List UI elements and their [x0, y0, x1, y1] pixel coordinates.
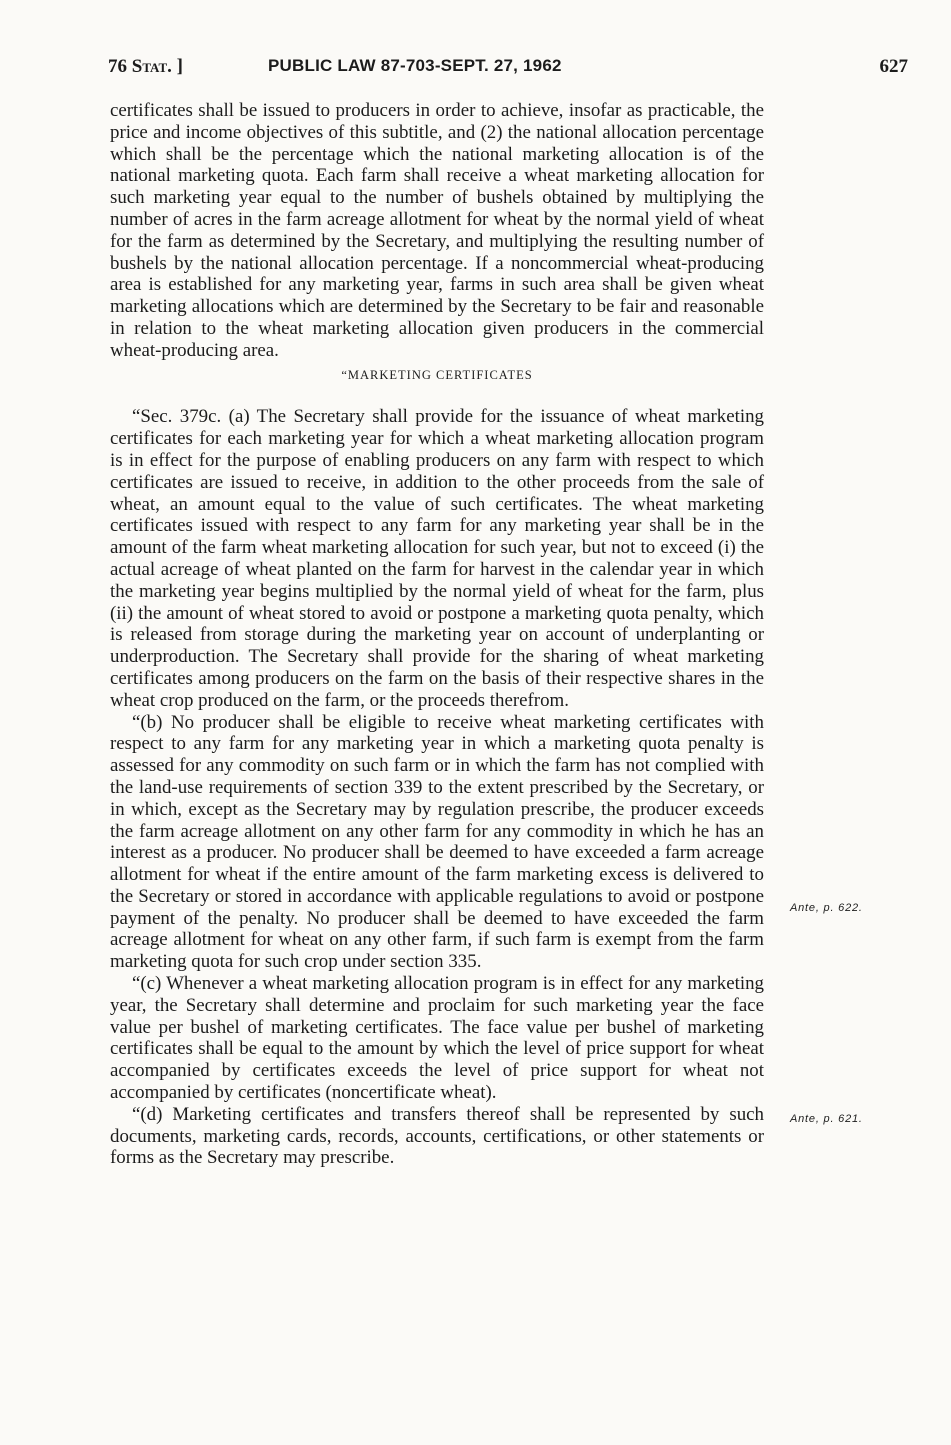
page-header	[108, 56, 908, 86]
margin-note-ante-621: Ante, p. 621.	[790, 1113, 863, 1125]
body-text	[110, 100, 764, 1169]
margin-note-ante-622: Ante, p. 622.	[790, 902, 863, 914]
section-379c-c: “(c) Whenever a wheat marketing allocation program is in effect for any marketing year, the Secretary shall determine and proclaim for such marketing year the face value per bushel of marketing certificates. The face value per bushel of marketing certificates shall be equal to the amount by which the level of price support for wheat accompanied by certificates exceeds the level of price support for wheat not accompanied by certificates (noncertificate wheat).	[110, 973, 764, 1104]
section-379c-a: “Sec. 379c. (a) The Secretary shall provide for the issuance of wheat marketing certificates for each marketing year for which a wheat marketing allocation program is in effect for the purpose of enabling producers on any farm with respect to which certificates are issued to receive, in addition to the other proceeds from the sale of wheat, an amount equal to the value of such certificates. The wheat marketing certificates issued with respect to any farm for any marketing year shall be in the amount of the farm wheat marketing allocation for such year, but not to exceed (i) the actual acreage of wheat planted on the farm for harvest in the calendar year in which the marketing year begins multiplied by the normal yield of wheat for the farm, plus (ii) the amount of wheat stored to avoid or postpone a marketing quota penalty, which is released from storage during the marketing year on account of underplanting or underproduction. The Secretary shall provide for the sharing of wheat marketing certificates among producers on the farm on the basis of their respective shares in the wheat crop produced on the farm, or the proceeds therefrom.	[110, 406, 764, 711]
section-379c-b: “(b) No producer shall be eligible to receive wheat marketing certificates with respect to any farm for any marketing year in which a marketing quota penalty is assessed for any commodity on such farm or in which the farm has not complied with the land-use requirements of section 339 to the extent prescribed by the Secretary, or in which, except as the Secretary may by regulation prescribe, the producer exceeds the farm acreage allotment on any other farm for any commodity in which he has an interest as a producer. No producer shall be deemed to have exceeded a farm acreage allotment for wheat if the entire amount of the farm marketing excess is delivered to the Secretary or stored in accordance with applicable regulations to avoid or postpone payment of the penalty. No producer shall be deemed to have exceeded the farm acreage allotment for wheat on any other farm, if such farm is exempt from the farm marketing quota for such crop under section 335.	[110, 711, 764, 973]
law-title: PUBLIC LAW 87-703-SEPT. 27, 1962	[268, 56, 562, 75]
paragraph-continuation: certificates shall be issued to producers in order to achieve, insofar as practicable, the price and income objectives of this subtitle, and (2) the national allocation percentage which shall be the percentage which the national marketing allocation is of the national marketing quota. Each farm shall receive a wheat marketing allocation for such marketing year equal to the number of bushels obtained by multiplying the number of acres in the farm acreage allotment for wheat by the normal yield of wheat for the farm as determined by the Secretary, and multiplying the resulting number of bushels by the national allocation percentage. If a noncommercial wheat-producing area is established for any marketing year, farms in such area shall be given wheat marketing allocations which are determined by the Secretary to be fair and reasonable in relation to the wheat marketing allocation given producers in the commercial wheat-producing area.	[110, 100, 764, 361]
page-number: 627	[879, 56, 908, 77]
section-379c-d: “(d) Marketing certificates and transfers thereof shall be represented by such documents, marketing cards, records, accounts, certifications, or other statements or forms as the Secretary may prescribe.	[110, 1103, 764, 1169]
section-heading: “MARKETING CERTIFICATES	[341, 367, 533, 382]
statute-reference: 76 Stat. ]	[108, 56, 183, 77]
